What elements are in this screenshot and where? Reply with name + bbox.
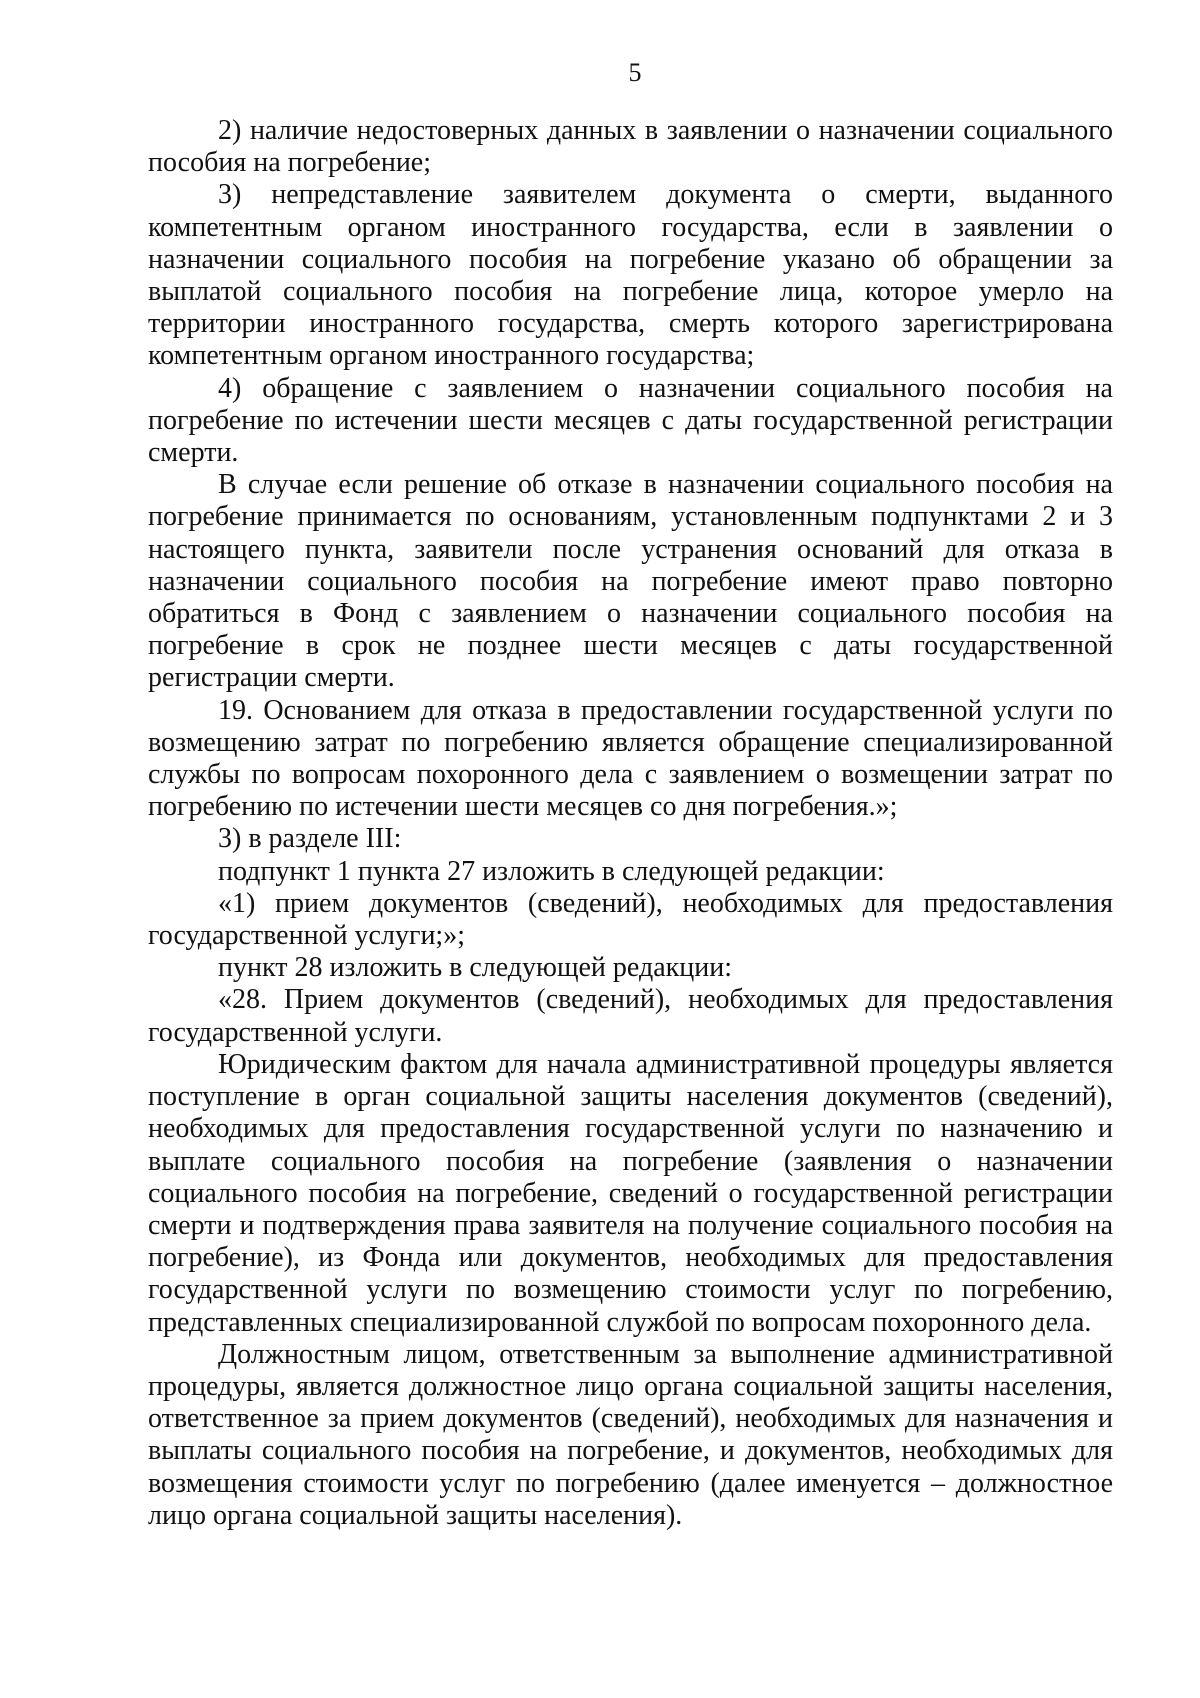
paragraph-subclause-27: подпункт 1 пункта 27 изложить в следующей редакции: xyxy=(218,855,885,887)
document-body xyxy=(148,115,1113,1532)
page-number: 5 xyxy=(628,58,642,87)
paragraph-item-2: 2) наличие недостоверных данных в заявлении о назначении социального пособия на погребение; xyxy=(148,115,1113,179)
paragraph-section-3: 3) в разделе III: xyxy=(218,823,402,855)
paragraph-item-3: 3) непредставление заявителем документа о смерти, выданного компетентным органом иностранного государства, если в заявлении о назначении социального пособия на погребение указано об обращении за выплатой социального пособия на погребение лица, которое умерло на территории иностранного государства, смерть которого зарегистрирована компетентным органом иностранного государства; xyxy=(148,179,1113,372)
paragraph-clause-28: пункт 28 изложить в следующей редакции: xyxy=(218,952,732,984)
paragraph-legal-fact: Юридическим фактом для начала административной процедуры является поступление в орган социальной защиты населения документов (сведений), необходимых для предоставления государственной услуги по назначению и выплате социального пособия на погребение (заявления о назначении социального пособия на погребение, сведений о государственной регистрации смерти и подтверждения права заявителя на получение социального пособия на погребение), из Фонда или документов, необходимых для предоставления государственной услуги по возмещению стоимости услуг по погребению, представленных специализированной службой по вопросам похоронного дела. xyxy=(148,1048,1113,1338)
paragraph-clause-28-text: «28. Прием документов (сведений), необходимых для предоставления государственной услуги. xyxy=(148,984,1113,1048)
paragraph-refusal-case: В случае если решение об отказе в назначении социального пособия на погребение принимается по основаниям, установленным подпунктами 2 и 3 настоящего пункта, заявители после устранения оснований для отказа в назначении социального пособия на погребение имеют право повторно обратиться в Фонд с заявлением о назначении социального пособия на погребение в срок не позднее шести месяцев с даты государственной регистрации смерти. xyxy=(148,469,1113,694)
paragraph-clause-19: 19. Основанием для отказа в предоставлении государственной услуги по возмещению затрат по погребению является обращение специализированной службы по вопросам похоронного дела с заявлением о возмещении затрат по погребению по истечении шести месяцев со дня погребения.»; xyxy=(148,694,1113,823)
paragraph-responsible-official: Должностным лицом, ответственным за выполнение административной процедуры, является должностное лицо органа социальной защиты населения, ответственное за прием документов (сведений), необходимых для назначения и выплаты социального пособия на погребение, и документов, необходимых для возмещения стоимости услуг по погребению (далее именуется – должностное лицо органа социальной защиты населения). xyxy=(148,1338,1113,1531)
paragraph-item-4: 4) обращение с заявлением о назначении социального пособия на погребение по истечении шести месяцев с даты государственной регистрации смерти. xyxy=(148,372,1113,469)
paragraph-subclause-27-text: «1) прием документов (сведений), необходимых для предоставления государственной услуги;»; xyxy=(148,887,1113,952)
